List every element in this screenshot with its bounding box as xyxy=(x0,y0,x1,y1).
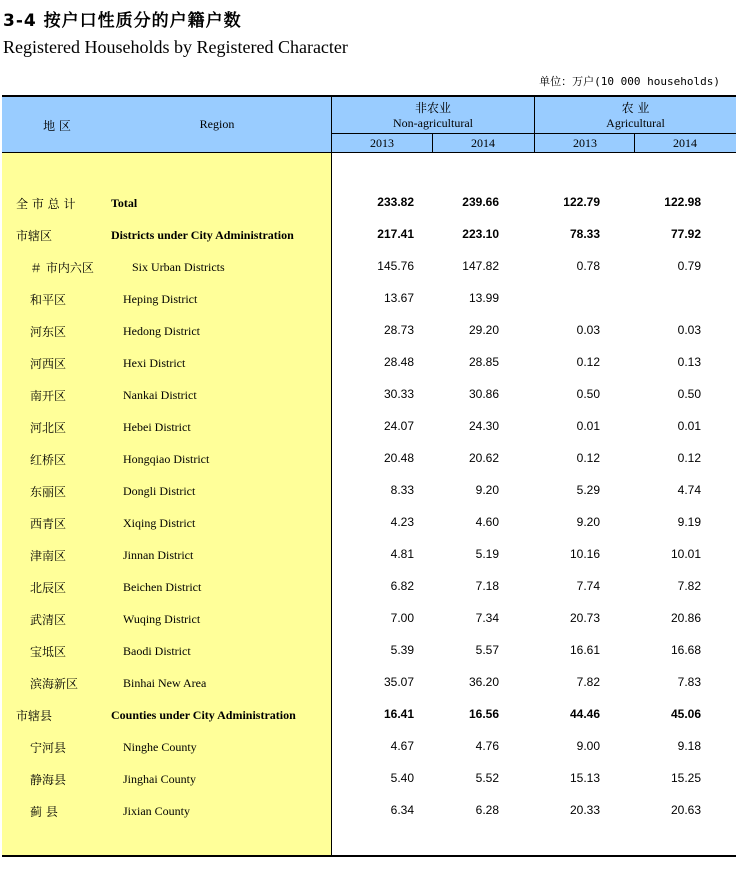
region-name-cn: 东丽区 xyxy=(30,485,67,499)
table-row xyxy=(2,451,736,483)
nonag-2013-value: 13.67 xyxy=(383,291,414,305)
region-name-cn: ＃ 市内六区 xyxy=(30,261,94,275)
region-name-cn: 静海县 xyxy=(30,773,67,787)
ag-2013-value: 0.50 xyxy=(576,387,600,401)
table-row xyxy=(2,323,736,355)
ag-2013-value: 0.12 xyxy=(576,451,600,465)
nonag-2013-value: 4.23 xyxy=(390,515,414,529)
ag-2013-value: 78.33 xyxy=(569,227,600,241)
nonag-2014-value: 239.66 xyxy=(462,195,499,209)
region-name-en: Districts under City Administration xyxy=(111,228,294,242)
ag-2013-value: 10.16 xyxy=(569,547,600,561)
region-name-en: Total xyxy=(111,196,138,210)
nonag-2014-value: 28.85 xyxy=(468,355,499,369)
table-title-chinese: 3-4 按户口性质分的户籍户数 xyxy=(3,11,242,31)
ag-2014-value: 77.92 xyxy=(670,227,701,241)
header-year: 2014 xyxy=(673,136,697,150)
ag-2014-value: 20.63 xyxy=(670,803,701,817)
table-row xyxy=(2,771,736,803)
ag-2014-value: 0.50 xyxy=(677,387,701,401)
nonag-2013-value: 4.67 xyxy=(390,739,414,753)
header-nonagricultural-cn: 非农业 xyxy=(414,101,451,115)
table-row xyxy=(2,611,736,643)
header-region-en: Region xyxy=(199,117,235,131)
nonag-2014-value: 24.30 xyxy=(468,419,499,433)
table-row xyxy=(2,259,736,291)
ag-2014-value: 0.12 xyxy=(677,451,701,465)
region-name-en: Counties under City Administration xyxy=(111,708,296,722)
nonag-2014-value: 5.57 xyxy=(475,643,499,657)
ag-2014-value: 15.25 xyxy=(670,771,701,785)
ag-2014-value: 4.74 xyxy=(677,483,701,497)
nonag-2014-value: 16.56 xyxy=(468,707,499,721)
nonag-2013-value: 5.40 xyxy=(390,771,414,785)
nonag-2013-value: 6.34 xyxy=(390,803,414,817)
region-name-en: Dongli District xyxy=(123,484,196,498)
nonag-2014-value: 29.20 xyxy=(468,323,499,337)
nonag-2013-value: 6.82 xyxy=(390,579,414,593)
region-name-en: Hongqiao District xyxy=(123,452,210,466)
ag-2013-value: 44.46 xyxy=(569,707,600,721)
header-year: 2014 xyxy=(471,136,495,150)
table-row xyxy=(2,227,736,259)
table-row xyxy=(2,579,736,611)
ag-2014-value: 20.86 xyxy=(670,611,701,625)
ag-2013-value: 16.61 xyxy=(569,643,600,657)
top-border xyxy=(2,95,736,97)
ag-2013-value: 15.13 xyxy=(569,771,600,785)
nonag-2013-value: 35.07 xyxy=(383,675,414,689)
ag-2014-value: 0.03 xyxy=(677,323,701,337)
bottom-border xyxy=(2,855,736,857)
region-name-en: Jinghai County xyxy=(123,772,197,786)
table-row xyxy=(2,739,736,771)
region-name-cn: 北辰区 xyxy=(30,581,67,595)
ag-2014-value: 0.13 xyxy=(677,355,701,369)
header-year: 2013 xyxy=(573,136,597,150)
nonag-2013-value: 28.73 xyxy=(383,323,414,337)
region-name-cn: 市辖区 xyxy=(16,229,53,243)
header-agricultural-en: Agricultural xyxy=(606,116,665,130)
nonag-2013-value: 7.00 xyxy=(390,611,414,625)
region-name-en: Six Urban Districts xyxy=(132,260,225,274)
ag-2013-value: 7.74 xyxy=(576,579,600,593)
region-name-cn: 和平区 xyxy=(30,293,67,307)
nonag-2013-value: 24.07 xyxy=(383,419,414,433)
region-name-cn: 宝坻区 xyxy=(30,645,67,659)
ag-2013-value: 20.33 xyxy=(569,803,600,817)
ag-2014-value: 10.01 xyxy=(670,547,701,561)
region-name-en: Jinnan District xyxy=(123,548,194,562)
region-name-cn: 津南区 xyxy=(30,549,67,563)
region-name-en: Beichen District xyxy=(123,580,202,594)
ag-2014-value: 45.06 xyxy=(670,707,701,721)
nonag-2013-value: 4.81 xyxy=(390,547,414,561)
ag-2013-value: 0.12 xyxy=(576,355,600,369)
region-name-cn: 西青区 xyxy=(30,517,67,531)
nonag-2014-value: 147.82 xyxy=(462,259,499,273)
nonag-2014-value: 20.62 xyxy=(468,451,499,465)
region-name-cn: 河北区 xyxy=(30,421,67,435)
table-row xyxy=(2,675,736,707)
table-row xyxy=(2,419,736,451)
nonag-2013-value: 5.39 xyxy=(390,643,414,657)
region-name-en: Hexi District xyxy=(123,356,186,370)
table-row xyxy=(2,483,736,515)
nonag-2014-value: 5.19 xyxy=(475,547,499,561)
unit-label: 单位：万户(10 000 households) xyxy=(539,75,720,88)
ag-2014-value: 0.79 xyxy=(677,259,701,273)
nonag-2014-value: 30.86 xyxy=(468,387,499,401)
nonag-2014-value: 7.18 xyxy=(475,579,499,593)
nonag-2014-value: 36.20 xyxy=(468,675,499,689)
nonag-2013-value: 145.76 xyxy=(377,259,414,273)
households-table xyxy=(2,95,736,857)
header-bottom-line xyxy=(2,152,736,153)
nonag-2014-value: 223.10 xyxy=(462,227,499,241)
ag-2014-value: 7.83 xyxy=(677,675,701,689)
table-row xyxy=(2,291,736,323)
region-name-en: Hedong District xyxy=(123,324,200,338)
nonag-2013-value: 16.41 xyxy=(383,707,414,721)
ag-2013-value: 0.01 xyxy=(576,419,600,433)
table-row xyxy=(2,355,736,387)
ag-2014-value: 9.19 xyxy=(677,515,701,529)
ag-2014-value: 16.68 xyxy=(670,643,701,657)
nonag-2013-value: 8.33 xyxy=(390,483,414,497)
header-nonagricultural-en: Non-agricultural xyxy=(393,116,473,130)
nonag-2014-value: 4.76 xyxy=(475,739,499,753)
ag-2013-value: 7.82 xyxy=(576,675,600,689)
region-name-cn: 南开区 xyxy=(30,389,67,403)
nonag-2013-value: 217.41 xyxy=(377,227,414,241)
header-year: 2013 xyxy=(370,136,394,150)
nonag-2013-value: 233.82 xyxy=(377,195,414,209)
region-name-en: Binhai New Area xyxy=(123,676,207,690)
ag-2014-value: 9.18 xyxy=(677,739,701,753)
ag-2014-value: 0.01 xyxy=(677,419,701,433)
ag-2013-value: 20.73 xyxy=(569,611,600,625)
region-name-cn: 全 市 总 计 xyxy=(16,197,76,211)
region-name-cn: 河东区 xyxy=(30,325,67,339)
table-row xyxy=(2,195,736,227)
table-row xyxy=(2,803,736,835)
ag-2013-value: 9.00 xyxy=(576,739,600,753)
region-name-cn: 河西区 xyxy=(30,357,67,371)
ag-2013-value: 9.20 xyxy=(576,515,600,529)
nonag-2013-value: 20.48 xyxy=(383,451,414,465)
table-row xyxy=(2,547,736,579)
region-name-en: Baodi District xyxy=(123,644,191,658)
nonag-2014-value: 4.60 xyxy=(475,515,499,529)
region-name-cn: 红桥区 xyxy=(30,453,67,467)
region-name-cn: 滨海新区 xyxy=(30,677,79,691)
region-name-en: Xiqing District xyxy=(123,516,196,530)
ag-2014-value: 122.98 xyxy=(664,195,701,209)
ag-2013-value: 0.03 xyxy=(576,323,600,337)
nonag-2014-value: 13.99 xyxy=(468,291,499,305)
nonag-2013-value: 28.48 xyxy=(383,355,414,369)
region-name-en: Wuqing District xyxy=(123,612,201,626)
nonag-2014-value: 9.20 xyxy=(475,483,499,497)
table-row xyxy=(2,643,736,675)
table-row xyxy=(2,515,736,547)
region-name-cn: 武清区 xyxy=(30,613,67,627)
region-name-cn: 市辖县 xyxy=(16,709,53,723)
table-row xyxy=(2,707,736,739)
region-name-en: Heping District xyxy=(123,292,198,306)
region-name-cn: 宁河县 xyxy=(30,741,67,755)
ag-2013-value: 5.29 xyxy=(576,483,600,497)
region-name-en: Jixian County xyxy=(123,804,191,818)
ag-2013-value: 122.79 xyxy=(563,195,600,209)
ag-2013-value: 0.78 xyxy=(576,259,600,273)
region-name-en: Ninghe County xyxy=(123,740,197,754)
nonag-2014-value: 7.34 xyxy=(475,611,499,625)
table-row xyxy=(2,387,736,419)
region-name-en: Hebei District xyxy=(123,420,191,434)
region-name-cn: 蓟 县 xyxy=(30,805,58,819)
header-agricultural-cn: 农 业 xyxy=(621,101,650,115)
region-name-en: Nankai District xyxy=(123,388,197,402)
nonag-2013-value: 30.33 xyxy=(383,387,414,401)
ag-2014-value: 7.82 xyxy=(677,579,701,593)
header-region-cn: 地 区 xyxy=(43,119,71,133)
nonag-2014-value: 5.52 xyxy=(475,771,499,785)
table-title-english: Registered Households by Registered Character xyxy=(3,37,348,57)
nonag-2014-value: 6.28 xyxy=(475,803,499,817)
